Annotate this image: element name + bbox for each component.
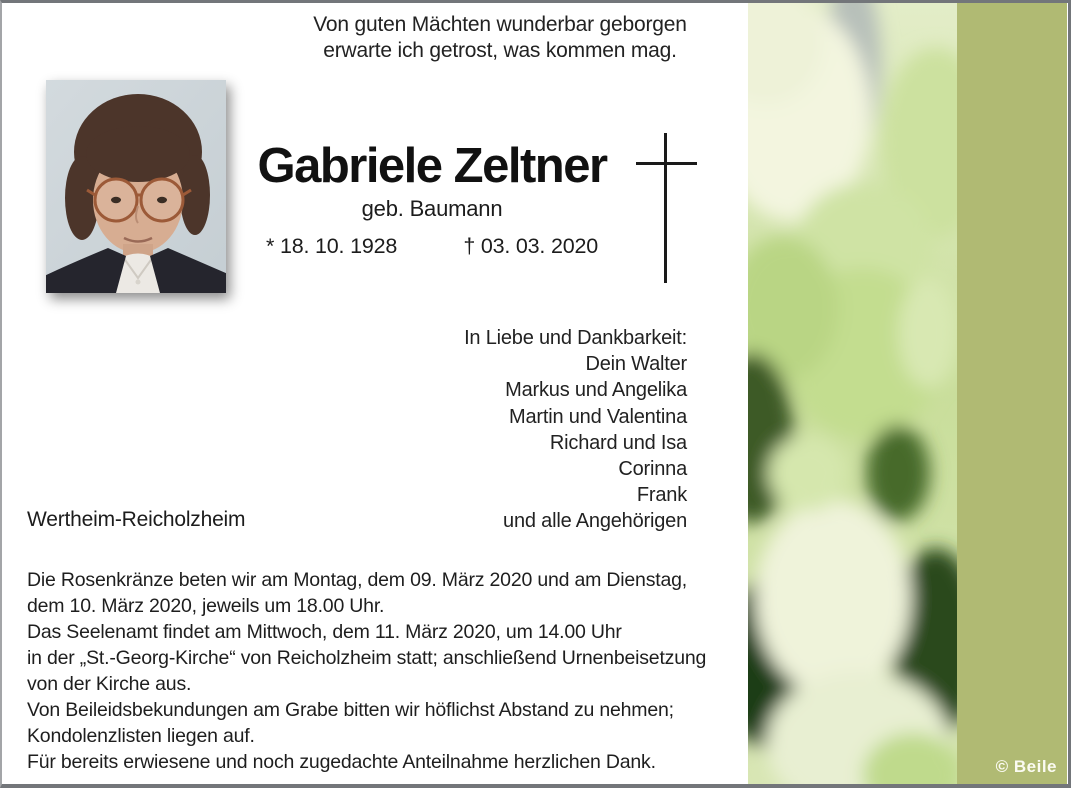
white-green-roses-photo [748, 3, 957, 784]
family-member: Frank [636, 484, 687, 507]
family-member: Martin und Valentina [509, 405, 687, 428]
mourning-family-block [387, 325, 687, 535]
death-date: † 03. 03. 2020 [463, 234, 598, 258]
memorial-cross-icon [664, 133, 667, 283]
olive-side-band [957, 3, 1067, 784]
service-announcement [27, 567, 755, 775]
photographer-credit: © Beile [995, 757, 1057, 776]
announcement-line: Von Beileidsbekundungen am Grabe bitten wir höflichst Abstand zu nehmen; [27, 699, 674, 721]
family-member: und alle Angehörigen [503, 510, 687, 533]
maiden-name: geb. Baumann [361, 196, 503, 221]
verse-line-2: erwarte ich getrost, was kommen mag. [323, 39, 677, 62]
city-label: Wertheim-Reicholzheim [27, 508, 246, 531]
memorial-cross-icon-bar [636, 162, 697, 165]
announcement-line: Das Seelenamt findet am Mittwoch, dem 11. März 2020, um 14.00 Uhr [27, 621, 622, 643]
deceased-info [249, 139, 615, 259]
announcement-line: in der „St.-Georg-Kirche“ von Reicholzheim statt; anschließend Urnenbeisetzung [27, 647, 707, 669]
announcement-line: dem 10. März 2020, jeweils um 18.00 Uhr. [27, 595, 385, 617]
portrait-photo [46, 80, 226, 293]
family-member: Dein Walter [585, 353, 687, 376]
announcement-line: Kondolenzlisten liegen auf. [27, 725, 255, 747]
portrait-photo-illustration [46, 80, 226, 293]
deceased-name: Gabriele Zeltner [257, 139, 607, 193]
life-dates [266, 234, 598, 259]
announcement-line: von der Kirche aus. [27, 673, 192, 695]
family-intro: In Liebe und Dankbarkeit: [464, 327, 687, 349]
verse-line-1: Von guten Mächten wunderbar geborgen [313, 13, 687, 36]
birth-date: * 18. 10. 1928 [266, 234, 398, 258]
opening-verse [300, 12, 700, 64]
family-member: Corinna [618, 458, 687, 481]
family-member: Richard und Isa [549, 431, 687, 454]
family-member: Markus und Angelika [505, 379, 687, 402]
announcement-line: Die Rosenkränze beten wir am Montag, dem 09. März 2020 und am Dienstag, [27, 569, 687, 591]
announcement-line: Für bereits erwiesene und noch zugedachte Anteilnahme herzlichen Dank. [27, 751, 656, 773]
